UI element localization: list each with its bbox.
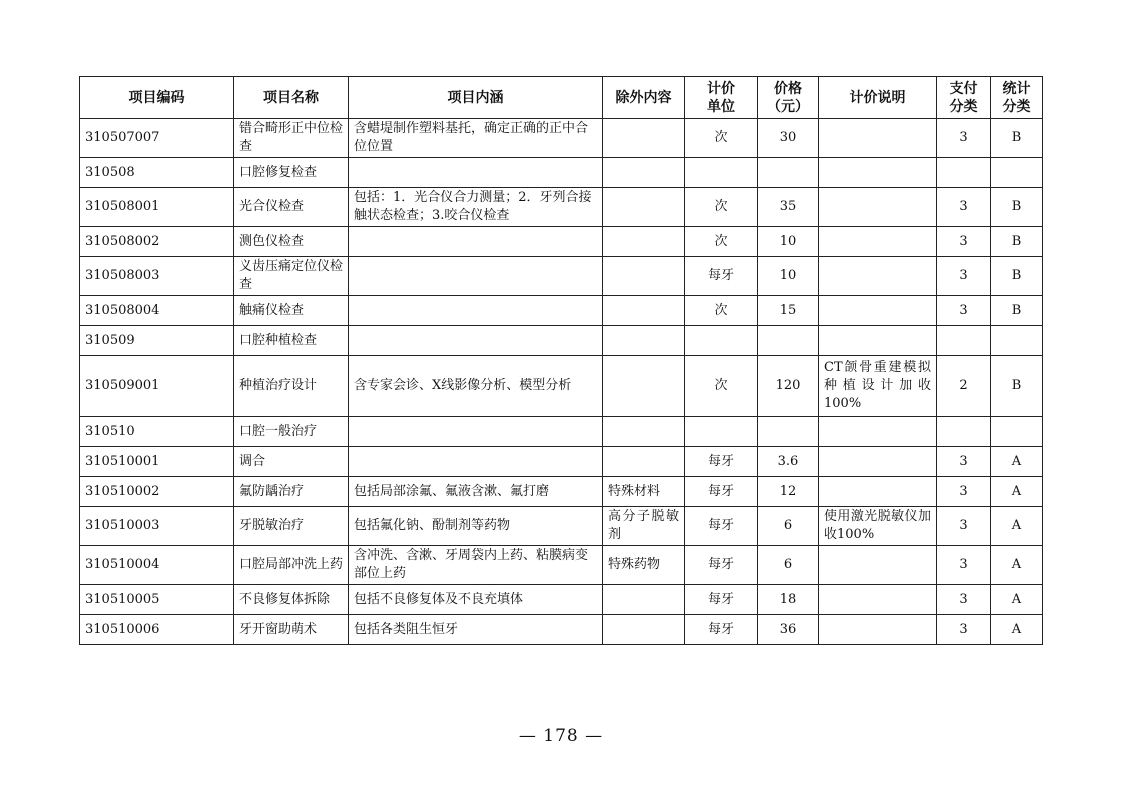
cell-code: 310508004 — [80, 296, 234, 326]
header-name: 项目名称 — [234, 77, 349, 119]
cell-stat: A — [991, 507, 1043, 546]
cell-code: 310507007 — [80, 119, 234, 158]
cell-stat: B — [991, 119, 1043, 158]
cell-note — [819, 296, 937, 326]
cell-excluded: 高分子脱敏剂 — [603, 507, 685, 546]
cell-note — [819, 477, 937, 507]
table-body — [80, 119, 1043, 645]
cell-price: 15 — [758, 296, 819, 326]
cell-excluded — [603, 417, 685, 447]
cell-excluded: 特殊材料 — [603, 477, 685, 507]
cell-pay: 3 — [937, 546, 991, 585]
cell-excluded — [603, 188, 685, 227]
cell-content: 包括局部涂氟、氟液含漱、氟打磨 — [349, 477, 603, 507]
cell-code: 310508 — [80, 158, 234, 188]
cell-stat — [991, 158, 1043, 188]
cell-price: 120 — [758, 356, 819, 417]
cell-note: CT颌骨重建模拟种植设计加收100% — [819, 356, 937, 417]
cell-stat: B — [991, 188, 1043, 227]
cell-stat: A — [991, 477, 1043, 507]
cell-pay: 2 — [937, 356, 991, 417]
cell-content — [349, 296, 603, 326]
cell-stat: B — [991, 257, 1043, 296]
table-row — [80, 356, 1043, 417]
header-excluded: 除外内容 — [603, 77, 685, 119]
table-row — [80, 507, 1043, 546]
cell-content: 包括各类阻生恒牙 — [349, 615, 603, 645]
cell-note — [819, 119, 937, 158]
cell-code: 310510 — [80, 417, 234, 447]
cell-note — [819, 257, 937, 296]
cell-name: 口腔一般治疗 — [234, 417, 349, 447]
cell-note — [819, 326, 937, 356]
cell-name: 触痛仪检查 — [234, 296, 349, 326]
table-row — [80, 477, 1043, 507]
cell-stat: B — [991, 296, 1043, 326]
cell-price: 6 — [758, 546, 819, 585]
cell-price — [758, 417, 819, 447]
cell-name: 氟防龋治疗 — [234, 477, 349, 507]
cell-stat — [991, 417, 1043, 447]
cell-pay: 3 — [937, 227, 991, 257]
header-stat: 统计 分类 — [991, 77, 1043, 119]
cell-price: 12 — [758, 477, 819, 507]
cell-stat: B — [991, 356, 1043, 417]
cell-content: 含蜡堤制作塑料基托，确定正确的正中合位位置 — [349, 119, 603, 158]
cell-name: 测色仪检查 — [234, 227, 349, 257]
table-row — [80, 447, 1043, 477]
table-row — [80, 585, 1043, 615]
cell-content: 包括：1．光合仪合力测量；2．牙列合接触状态检查；3.咬合仪检查 — [349, 188, 603, 227]
cell-name: 种植治疗设计 — [234, 356, 349, 417]
cell-unit: 每牙 — [685, 615, 758, 645]
cell-pay: 3 — [937, 119, 991, 158]
cell-content: 包括氟化钠、酚制剂等药物 — [349, 507, 603, 546]
cell-code: 310508001 — [80, 188, 234, 227]
cell-note — [819, 158, 937, 188]
cell-content: 含专家会诊、X线影像分析、模型分析 — [349, 356, 603, 417]
cell-pay — [937, 417, 991, 447]
cell-price: 10 — [758, 257, 819, 296]
cell-price: 6 — [758, 507, 819, 546]
cell-stat — [991, 326, 1043, 356]
cell-pay: 3 — [937, 188, 991, 227]
table-row — [80, 546, 1043, 585]
cell-note — [819, 188, 937, 227]
cell-unit: 次 — [685, 356, 758, 417]
cell-content — [349, 326, 603, 356]
cell-excluded — [603, 119, 685, 158]
header-unit: 计价 单位 — [685, 77, 758, 119]
cell-excluded — [603, 326, 685, 356]
cell-note — [819, 546, 937, 585]
cell-unit — [685, 326, 758, 356]
cell-pay: 3 — [937, 507, 991, 546]
cell-name: 光合仪检查 — [234, 188, 349, 227]
cell-name: 口腔局部冲洗上药 — [234, 546, 349, 585]
cell-code: 310510004 — [80, 546, 234, 585]
cell-content — [349, 158, 603, 188]
header-pay: 支付 分类 — [937, 77, 991, 119]
cell-name: 错合畸形正中位检查 — [234, 119, 349, 158]
table-row — [80, 417, 1043, 447]
cell-excluded — [603, 356, 685, 417]
cell-note — [819, 417, 937, 447]
table-row — [80, 227, 1043, 257]
cell-pay: 3 — [937, 257, 991, 296]
cell-excluded — [603, 158, 685, 188]
cell-pay: 3 — [937, 585, 991, 615]
cell-excluded — [603, 585, 685, 615]
table-row — [80, 188, 1043, 227]
cell-price — [758, 326, 819, 356]
cell-excluded: 特殊药物 — [603, 546, 685, 585]
cell-pay — [937, 326, 991, 356]
table-row — [80, 296, 1043, 326]
cell-unit: 次 — [685, 119, 758, 158]
table-header — [80, 77, 1043, 119]
cell-pay — [937, 158, 991, 188]
cell-excluded — [603, 296, 685, 326]
cell-unit: 每牙 — [685, 507, 758, 546]
cell-code: 310510006 — [80, 615, 234, 645]
table-row — [80, 257, 1043, 296]
cell-price: 36 — [758, 615, 819, 645]
cell-unit: 次 — [685, 188, 758, 227]
cell-code: 310509001 — [80, 356, 234, 417]
cell-code: 310508003 — [80, 257, 234, 296]
cell-code: 310508002 — [80, 227, 234, 257]
cell-pay: 3 — [937, 296, 991, 326]
cell-excluded — [603, 447, 685, 477]
cell-note: 使用激光脱敏仪加收100% — [819, 507, 937, 546]
cell-price: 10 — [758, 227, 819, 257]
cell-pay: 3 — [937, 447, 991, 477]
header-note: 计价说明 — [819, 77, 937, 119]
cell-content — [349, 447, 603, 477]
cell-price: 18 — [758, 585, 819, 615]
cell-excluded — [603, 227, 685, 257]
cell-name: 义齿压痛定位仪检查 — [234, 257, 349, 296]
cell-content: 含冲洗、含漱、牙周袋内上药、粘膜病变部位上药 — [349, 546, 603, 585]
cell-unit: 每牙 — [685, 546, 758, 585]
price-table — [79, 76, 1043, 645]
cell-unit — [685, 158, 758, 188]
page-number: — 178 — — [518, 726, 604, 746]
table-row — [80, 119, 1043, 158]
cell-excluded — [603, 615, 685, 645]
cell-pay: 3 — [937, 477, 991, 507]
cell-code: 310510001 — [80, 447, 234, 477]
cell-note — [819, 615, 937, 645]
header-row — [80, 77, 1043, 119]
header-content: 项目内涵 — [349, 77, 603, 119]
cell-code: 310510005 — [80, 585, 234, 615]
cell-stat: B — [991, 227, 1043, 257]
cell-content — [349, 257, 603, 296]
cell-price — [758, 158, 819, 188]
cell-name: 不良修复体拆除 — [234, 585, 349, 615]
cell-pay: 3 — [937, 615, 991, 645]
cell-excluded — [603, 257, 685, 296]
cell-unit — [685, 417, 758, 447]
table-row — [80, 615, 1043, 645]
table-row — [80, 326, 1043, 356]
cell-stat: A — [991, 615, 1043, 645]
cell-code: 310510003 — [80, 507, 234, 546]
cell-unit: 每牙 — [685, 447, 758, 477]
cell-price: 35 — [758, 188, 819, 227]
cell-name: 口腔修复检查 — [234, 158, 349, 188]
cell-content: 包括不良修复体及不良充填体 — [349, 585, 603, 615]
cell-stat: A — [991, 585, 1043, 615]
cell-code: 310510002 — [80, 477, 234, 507]
cell-content — [349, 417, 603, 447]
cell-unit: 每牙 — [685, 257, 758, 296]
cell-name: 调合 — [234, 447, 349, 477]
cell-note — [819, 227, 937, 257]
cell-unit: 每牙 — [685, 477, 758, 507]
cell-name: 牙脱敏治疗 — [234, 507, 349, 546]
cell-price: 30 — [758, 119, 819, 158]
cell-unit: 次 — [685, 227, 758, 257]
cell-code: 310509 — [80, 326, 234, 356]
cell-unit: 每牙 — [685, 585, 758, 615]
cell-name: 口腔种植检查 — [234, 326, 349, 356]
cell-stat: A — [991, 546, 1043, 585]
cell-unit: 次 — [685, 296, 758, 326]
header-code: 项目编码 — [80, 77, 234, 119]
header-price: 价格 （元） — [758, 77, 819, 119]
cell-name: 牙开窗助萌术 — [234, 615, 349, 645]
cell-content — [349, 227, 603, 257]
table-row — [80, 158, 1043, 188]
cell-stat: A — [991, 447, 1043, 477]
cell-price: 3.6 — [758, 447, 819, 477]
cell-note — [819, 585, 937, 615]
cell-note — [819, 447, 937, 477]
